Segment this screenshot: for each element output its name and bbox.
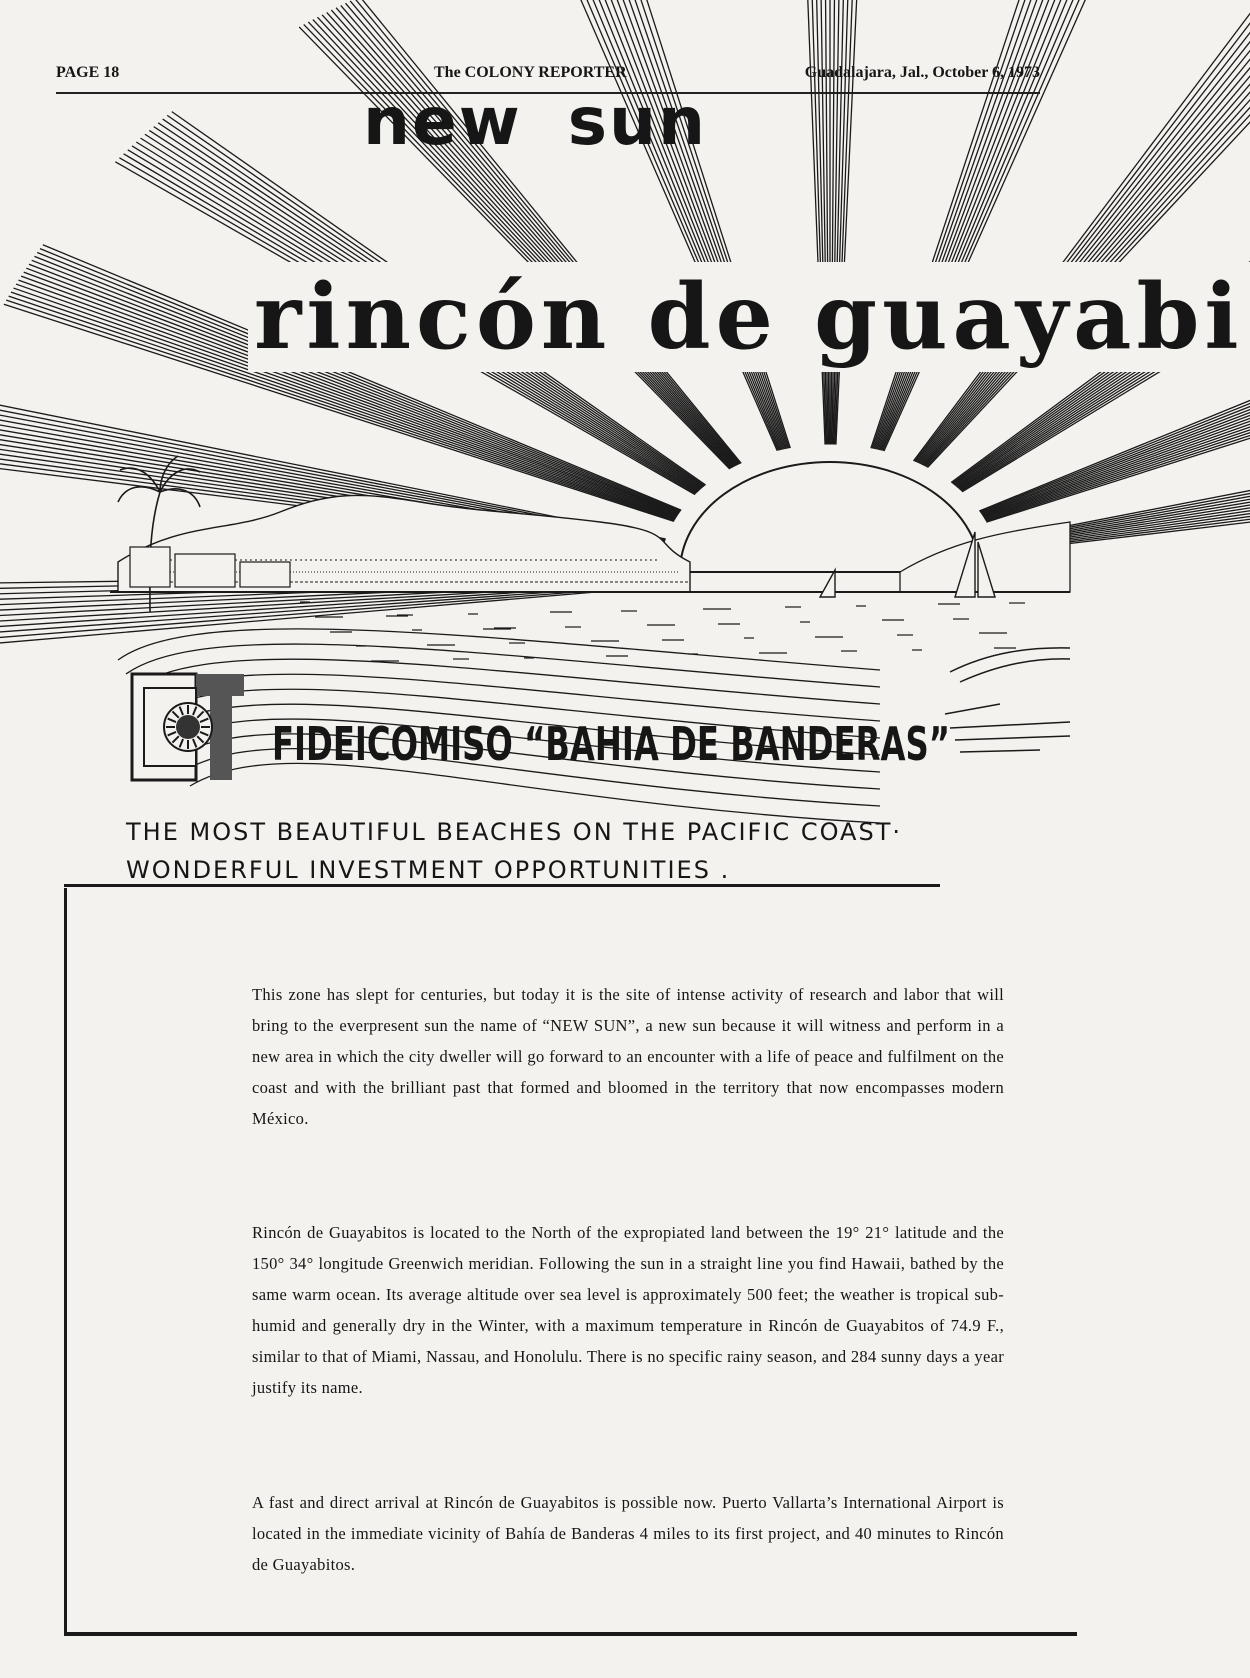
fideicomiso-logo xyxy=(130,672,248,782)
article-paragraph-3: A fast and direct arrival at Rincón de Guayabitos is possible now. Puerto Vallarta’s International Airport is located in the immediate vicinity of Bahía de Banderas 4 miles to its first project, and 40 minutes to Rincón de Guayabitos. xyxy=(252,1492,1004,1574)
resort-name: rincón de guayabi xyxy=(248,262,1250,372)
headline-word-new: new xyxy=(363,83,522,160)
page-number: PAGE 18 xyxy=(56,64,120,81)
article-paragraph-1: This zone has slept for centuries, but today it is the site of intense activity of research and labor that will bring to the everpresent sun the name of “NEW SUN”, a new sun because it will witness and perform in a new area in which the city dweller will go forward to an encounter with a life of peace and fulfilment on the coast and with the brilliant past that formed and bloomed in the territory that now encompasses modern México. xyxy=(252,984,1004,1128)
article-paragraph-2: Rincón de Guayabitos is located to the North of the expropiated land between the 19° 21° latitude and the 150° 34° longitude Greenwich meridian. Following the sun in a straight line you find Hawaii, bathed by the same warm ocean. Its average altitude over sea level is approximately 500 feet; the weather is tropical sub-humid and generally dry in the Winter, with a maximum temperature in Rincón de Guayabitos of 74.9 F., similar to that of Miami, Nassau, and Honolulu. There is no specific rainy season, and 284 sunny days a year justify its name. xyxy=(252,1222,1004,1397)
tagline-investment: WONDERFUL INVESTMENT OPPORTUNITIES . xyxy=(126,856,731,884)
dateline: Guadalajara, Jal., October 6, 1973 xyxy=(804,64,1040,81)
newspaper-name: The COLONY REPORTER xyxy=(434,64,627,81)
trust-name: FIDEICOMISO “BAHIA DE BANDERAS” xyxy=(272,717,950,771)
headline-word-sun: sun xyxy=(567,83,707,160)
divider-rule xyxy=(64,884,940,887)
tagline-beaches: THE MOST BEAUTIFUL BEACHES ON THE PACIFIC COAST· xyxy=(126,818,902,846)
ad-headline xyxy=(0,82,1070,162)
